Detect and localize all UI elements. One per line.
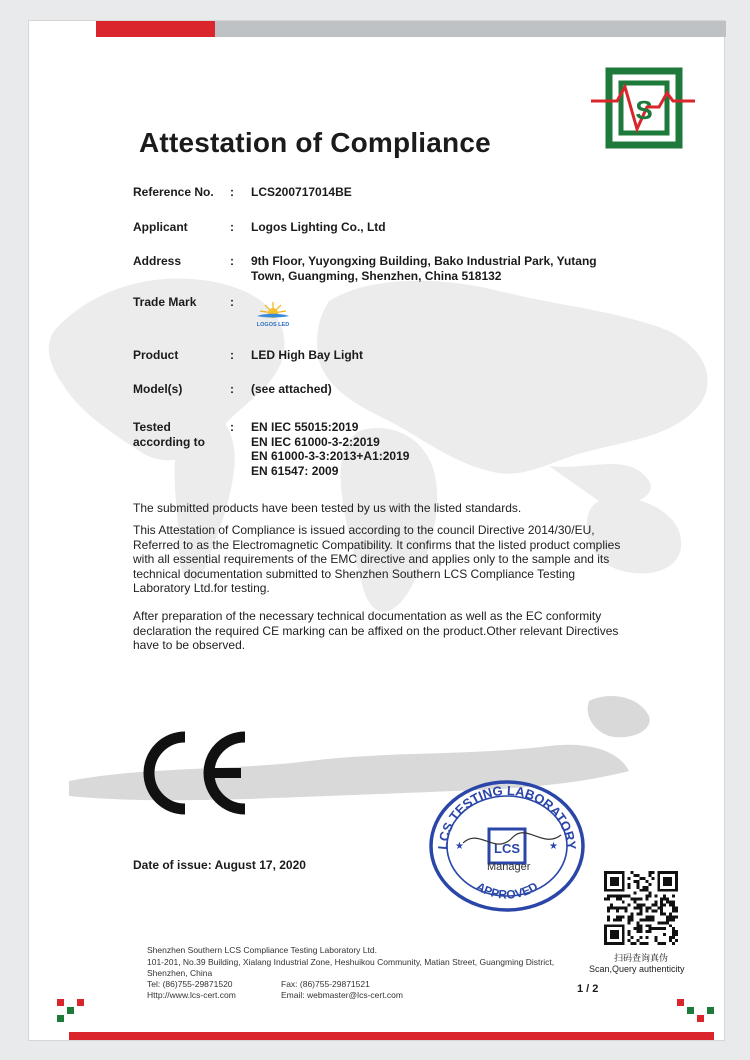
top-bar-red xyxy=(96,21,215,37)
decor-square xyxy=(57,1015,64,1022)
paragraph-line: have to be observed. xyxy=(133,638,246,652)
applicant-value: Logos Lighting Co., Ltd xyxy=(251,220,386,234)
product-value: LED High Bay Light xyxy=(251,348,363,362)
page-number: 1 / 2 xyxy=(577,983,599,995)
date-of-issue: Date of issue: August 17, 2020 xyxy=(133,858,306,872)
svg-text:★: ★ xyxy=(455,841,464,852)
stamp-bottom-text: APPROVED xyxy=(473,879,541,902)
standard-item: EN 61547: 2009 xyxy=(251,463,339,478)
reference-label: Reference No. xyxy=(133,185,214,199)
models-value: (see attached) xyxy=(251,382,332,396)
tested-label-line: Tested xyxy=(133,420,171,434)
standard-item: EN 61000-3-3:2013+A1:2019 xyxy=(251,449,410,463)
colon: : xyxy=(230,348,234,362)
top-bar-grey xyxy=(215,21,726,37)
paragraph-line: This Attestation of Compliance is issued according to the council Directive 2014/30/EU, xyxy=(133,523,595,537)
bottom-bar xyxy=(69,1032,714,1040)
paragraph-line: After preparation of the necessary technical documentation as well as the EC conformity xyxy=(133,609,602,623)
svg-text:★: ★ xyxy=(549,841,558,852)
address-value xyxy=(251,254,597,283)
qr-caption-en: Scan,Query authenticity xyxy=(589,964,685,974)
footer-address-2: Shenzhen, China xyxy=(147,968,213,978)
trademark-logo-text: LOGOS LED xyxy=(256,322,290,328)
paragraph-line: technical documentation submitted to Shenzhen Southern LCS Compliance Testing xyxy=(133,566,576,581)
document-title: Attestation of Compliance xyxy=(139,127,491,158)
standards-list xyxy=(251,420,409,478)
qr-code[interactable] xyxy=(604,871,678,945)
decor-square xyxy=(697,1015,704,1022)
tested-label-line: according to xyxy=(133,434,206,449)
manager-label: Manager xyxy=(487,861,531,873)
address-line: 9th Floor, Yuyongxing Building, Bako Industrial Park, Yutang xyxy=(251,254,597,268)
logos-led-trademark-logo xyxy=(253,299,293,329)
address-label: Address xyxy=(133,254,182,268)
paragraph-2 xyxy=(133,523,633,596)
footer-fax: Fax: (86)755-29871521 xyxy=(281,979,370,989)
decor-square xyxy=(707,1007,714,1014)
decor-square xyxy=(57,999,64,1006)
colon: : xyxy=(230,295,234,309)
tested-label xyxy=(133,420,205,449)
colon: : xyxy=(230,382,234,396)
svg-text:S: S xyxy=(635,95,653,125)
colon: : xyxy=(230,420,234,434)
decor-square xyxy=(677,999,684,1006)
trademark-label: Trade Mark xyxy=(133,295,197,309)
standard-item: EN IEC 55015:2019 xyxy=(251,420,359,434)
paragraph-line: Laboratory Ltd.for testing. xyxy=(133,581,270,595)
product-label: Product xyxy=(133,348,179,362)
paragraph-3 xyxy=(133,609,633,653)
paragraph-line: with all essential requirements of the EMC directive and applies only to the sample and its xyxy=(133,552,610,566)
decor-square xyxy=(67,1007,74,1014)
footer-email[interactable]: Email: webmaster@lcs-cert.com xyxy=(281,990,403,1000)
applicant-label: Applicant xyxy=(133,220,188,234)
footer-web[interactable]: Http://www.lcs-cert.com xyxy=(147,990,236,1000)
models-label: Model(s) xyxy=(133,382,183,396)
stamp-center-text: LCS xyxy=(494,841,520,856)
reference-value: LCS200717014BE xyxy=(251,185,352,199)
standard-item: EN IEC 61000-3-2:2019 xyxy=(251,434,380,449)
decor-square xyxy=(77,999,84,1006)
colon: : xyxy=(230,254,234,268)
approved-stamp xyxy=(425,777,589,915)
paragraph-1: The submitted products have been tested by us with the listed standards. xyxy=(133,501,522,515)
paragraph-line: declaration the required CE marking can be affixed on the product.Other relevant Directives xyxy=(133,623,619,638)
certificate-sheet xyxy=(28,20,725,1041)
decor-square xyxy=(687,1007,694,1014)
svg-text:APPROVED xyxy=(474,879,541,902)
colon: : xyxy=(230,220,234,234)
qr-caption-cn: 扫码查询真伪 xyxy=(614,953,669,963)
paragraph-line: Referred to as the Electromagnetic Compatibility. It confirms that the listed product complies xyxy=(133,537,621,552)
footer-tel: Tel: (86)755-29871520 xyxy=(147,979,233,989)
footer-company: Shenzhen Southern LCS Compliance Testing Laboratory Ltd. xyxy=(147,945,377,955)
stamp-top-text: LCS TESTING LABORATORY xyxy=(434,782,580,851)
lcs-logo xyxy=(589,67,697,149)
colon: : xyxy=(230,185,234,199)
address-line: Town, Guangming, Shenzhen, China 518132 xyxy=(251,268,502,283)
ce-mark-icon xyxy=(137,727,255,819)
footer-address-1: 101-201, No.39 Building, Xialang Industrial Zone, Heshuikou Community, Matian Street, Guangming District, xyxy=(147,957,555,967)
